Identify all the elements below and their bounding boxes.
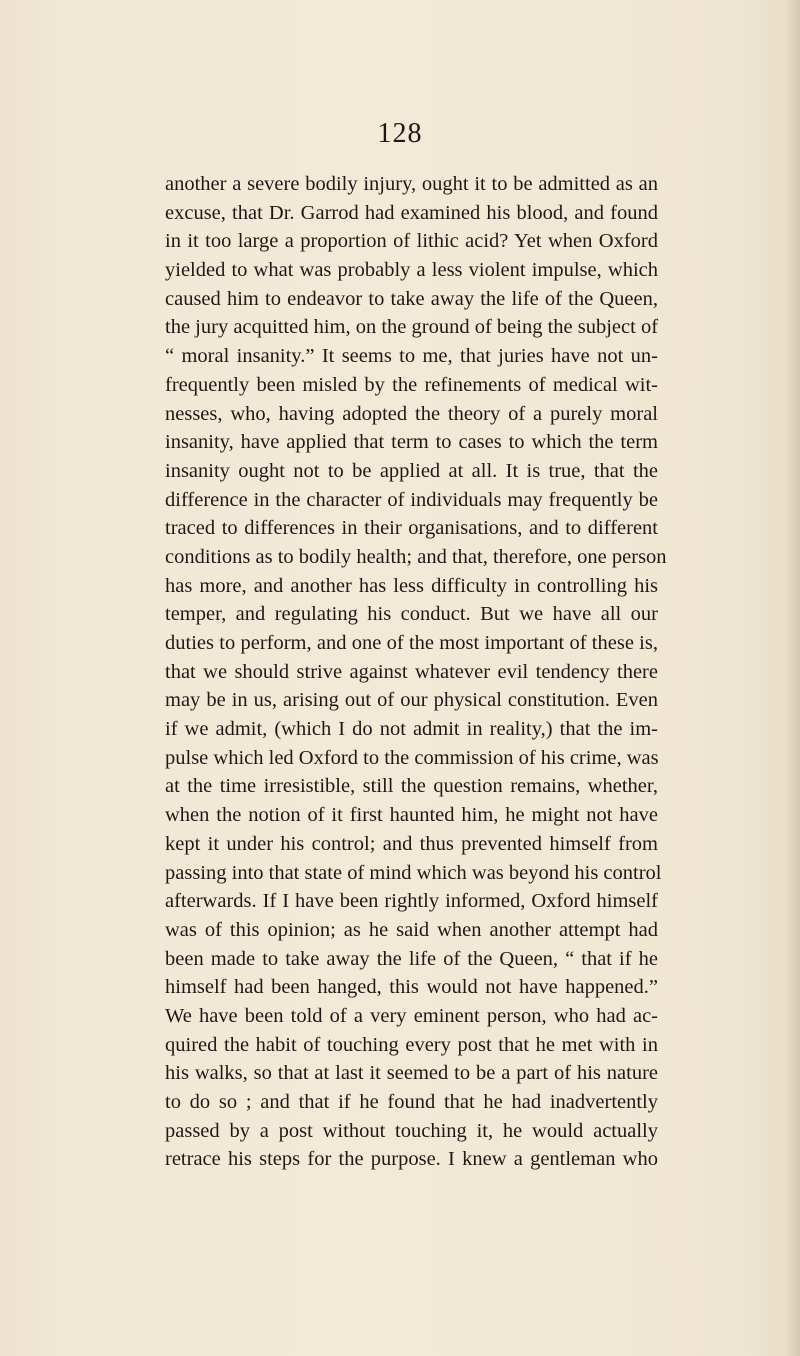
- text-line: in it too large a proportion of lithic acid? Yet when Oxford: [165, 230, 658, 253]
- text-line: the jury acquitted him, on the ground of being the subject of: [165, 316, 659, 339]
- body-text: [165, 170, 667, 1174]
- text-line: insanity, have applied that term to cases to which the term: [165, 431, 658, 454]
- text-line: pulse which led Oxford to the commission of his crime, was: [165, 746, 659, 769]
- text-line: yielded to what was probably a less violent impulse, which: [165, 259, 658, 282]
- text-line: conditions as to bodily health; and that, therefore, one person: [165, 545, 667, 568]
- text-line: has more, and another has less difficulty in controlling his: [165, 574, 658, 597]
- text-line: another a severe bodily injury, ought it to be admitted as an: [165, 173, 658, 195]
- text-line: “ moral insanity.” It seems to me, that juries have not un-: [165, 345, 658, 368]
- text-line: frequently been misled by the refinements of medical wit-: [165, 373, 658, 396]
- text-line: at the time irresistible, still the question remains, whether,: [165, 775, 658, 798]
- text-line: himself had been hanged, this would not have happened.”: [165, 976, 658, 999]
- text-line: insanity ought not to be applied at all. It is true, that the: [165, 459, 658, 482]
- text-line: retrace his steps for the purpose. I knew a gentleman who: [165, 1148, 658, 1171]
- text-line: his walks, so that at last it seemed to be a part of his nature: [165, 1062, 658, 1085]
- text-line: nesses, who, having adopted the theory of a purely moral: [165, 402, 658, 425]
- page-number: 128: [377, 118, 423, 149]
- text-line: difference in the character of individuals may frequently be: [165, 488, 658, 511]
- text-line: that we should strive against whatever evil tendency there: [165, 660, 658, 683]
- page-edge-shadow: [786, 0, 800, 1356]
- text-line: when the notion of it first haunted him, he might not have: [165, 804, 658, 827]
- text-line: temper, and regulating his conduct. But we have all our: [165, 603, 658, 626]
- text-line: been made to take away the life of the Queen, “ that if he: [165, 947, 658, 970]
- text-line: to do so ; and that if he found that he had inadvertently: [165, 1091, 658, 1113]
- text-line: was of this opinion; as he said when another attempt had: [165, 918, 658, 941]
- text-line: if we admit, (which I do not admit in reality,) that the im-: [165, 718, 658, 741]
- text-line: afterwards. If I have been rightly informed, Oxford himself: [165, 890, 658, 913]
- text-line: We have been told of a very eminent person, who had ac-: [165, 1004, 658, 1027]
- text-line: traced to differences in their organisations, and to different: [165, 517, 658, 540]
- text-line: kept it under his control; and thus prevented himself from: [165, 832, 658, 855]
- text-line: duties to perform, and one of the most important of these is,: [165, 632, 658, 654]
- text-line: caused him to endeavor to take away the life of the Queen,: [165, 287, 658, 310]
- text-line: passed by a post without touching it, he would actually: [165, 1119, 658, 1142]
- text-line: excuse, that Dr. Garrod had examined his blood, and found: [165, 201, 658, 224]
- text-line: may be in us, arising out of our physical constitution. Even: [165, 689, 658, 712]
- text-line: quired the habit of touching every post that he met with in: [165, 1033, 658, 1056]
- text-line: passing into that state of mind which was beyond his control: [165, 861, 662, 884]
